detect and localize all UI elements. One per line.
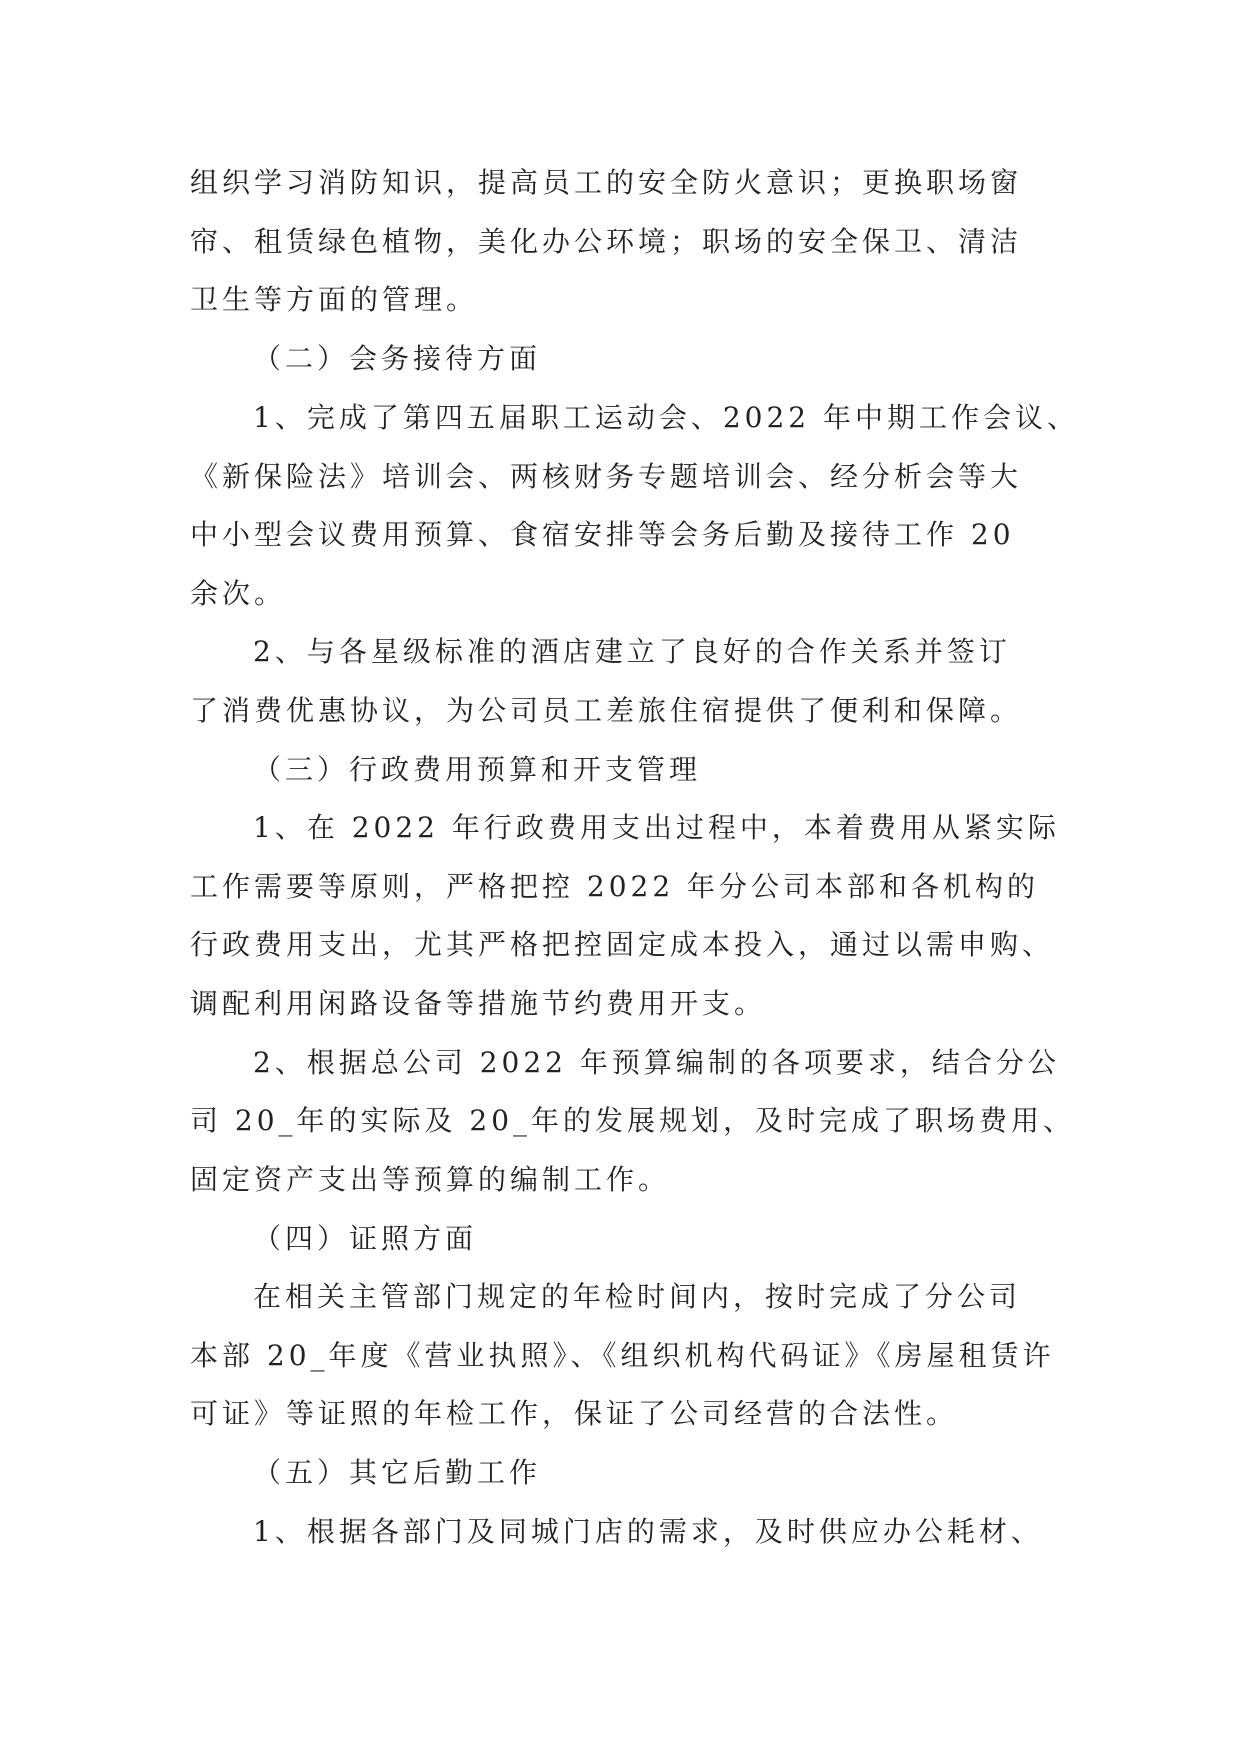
text-line: 了消费优惠协议，为公司员工差旅住宿提供了便利和保障。 [190,694,1023,727]
section-heading-2: （二）会务接待方面 [253,342,542,375]
text-line: 本部 20_年度《营业执照》、《组织机构代码证》《房屋租赁许 [190,1339,1055,1372]
text-line: 在相关主管部门规定的年检时间内，按时完成了分公司 [253,1280,1022,1313]
section-heading-3: （三）行政费用预算和开支管理 [253,753,702,786]
text-line: 行政费用支出，尤其严格把控固定成本投入，通过以需申购、 [190,928,1055,961]
text-line: 中小型会议费用预算、食宿安排等会务后勤及接待工作 20 [190,518,1015,551]
text-line: 《新保险法》培训会、两核财务专题培训会、经分析会等大 [190,460,1023,493]
text-line: 2、与各星级标准的酒店建立了良好的合作关系并签订 [253,635,1011,668]
text-line: 1、完成了第四五届职工运动会、2022 年中期工作会议、 [253,401,1079,434]
text-line: 调配利用闲路设备等措施节约费用开支。 [190,987,767,1020]
text-line: 组织学习消防知识，提高员工的安全防火意识；更换职场窗 [190,166,1023,199]
text-line: 卫生等方面的管理。 [190,283,479,316]
text-line: 帘、租赁绿色植物，美化办公环境；职场的安全保卫、清洁 [190,225,1023,258]
text-line: 工作需要等原则，严格把控 2022 年分公司本部和各机构的 [190,870,1040,903]
text-line: 1、在 2022 年行政费用支出过程中，本着费用从紧实际 [253,811,1060,844]
text-line: 可证》等证照的年检工作，保证了公司经营的合法性。 [190,1397,959,1430]
section-heading-5: （五）其它后勤工作 [253,1456,542,1489]
section-heading-4: （四）证照方面 [253,1222,478,1255]
text-line: 余次。 [190,577,287,610]
text-line: 2、根据总公司 2022 年预算编制的各项要求，结合分公 [253,1046,1060,1079]
text-line: 1、根据各部门及同城门店的需求，及时供应办公耗材、 [253,1515,1043,1548]
text-line: 司 20_年的实际及 20_年的发展规划，及时完成了职场费用、 [190,1104,1076,1137]
text-line: 固定资产支出等预算的编制工作。 [190,1163,671,1196]
